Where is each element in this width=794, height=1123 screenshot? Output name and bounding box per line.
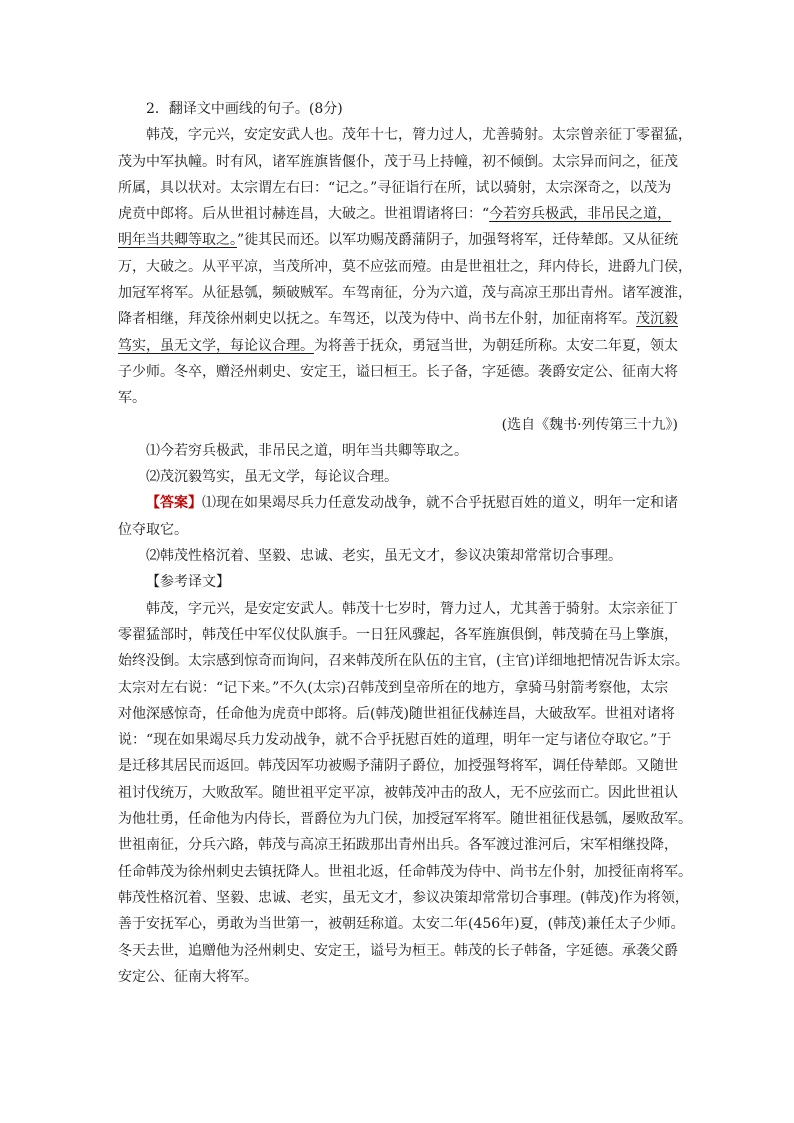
passage-text: 加冠军将军。从征悬瓠，频破贼军。车驾南征，分为六道，茂与高凉王那出青州。诸军渡淮，	[118, 285, 692, 302]
answer-tag: 【答案】	[146, 495, 202, 512]
translation-line: 对他深感惊奇，任命他为虎贲中郎将。后(韩茂)随世祖征伐赫连昌，大破敌军。世祖对诸将	[118, 705, 675, 722]
passage-text: 降者相继，拜茂徐州刺史以抚之。车驾还，以茂为侍中、尚书左仆射，加征南将军。	[118, 311, 636, 328]
translation-line: 韩茂性格沉着、坚毅、忠诚、老实，虽无文才，参议决策却常常切合事理。(韩茂)作为将领，	[118, 889, 689, 906]
underlined-sentence: 笃实，虽无文学，每论议合理。	[118, 337, 314, 354]
passage-line	[118, 175, 678, 201]
translation-line: 说：“现在如果竭尽兵力发动战争，就不合乎抚慰百姓的道理，明年一定与诸位夺取它。”于	[118, 732, 672, 749]
passage-text: ”徙其民而还。以军功赐茂爵蒲阴子，加强弩将军，迁侍辇郎。又从征统	[237, 232, 679, 249]
question-item-2: ⑵茂沉毅笃实，虽无文学，每论议合理。	[146, 469, 398, 486]
translation-line: 太宗对左右说：“记下来。”不久(太宗)召韩茂到皇帝所在的地方，拿骑马射箭考察他，太宗	[118, 679, 669, 696]
translation-line: 安定公、征南大将军。	[118, 968, 258, 985]
passage-text: 所属，具以状对。太宗谓左右曰：“记之。”寻征诣行在所，试以骑射，太宗深奇之，以茂为	[118, 179, 672, 196]
passage-line	[118, 201, 678, 227]
translation-body	[118, 596, 692, 990]
passage-text: 韩茂，字元兴，安定安武人也。茂年十七，膂力过人，尤善骑射。太宗曾亲征丁零翟猛，	[146, 127, 692, 144]
passage-text: 军。	[118, 390, 146, 407]
answer-line-2: 位夺取它。	[118, 521, 188, 538]
passage-text: 子少师。冬卒，赠泾州刺史、安定王，谥曰桓王。长子备，字延德。袭爵安定公、征南大将	[118, 363, 678, 380]
passage-line	[118, 227, 678, 253]
answer-line-3: ⑵韩茂性格沉着、坚毅、忠诚、老实，虽无文才，参议决策却常常切合事理。	[146, 548, 622, 565]
document-page	[118, 96, 692, 990]
passage-line	[118, 359, 678, 385]
translation-line: 始终没倒。太宗感到惊奇而询问，召来韩茂所在队伍的主官，(主官)详细地把情况告诉太宗。	[118, 653, 689, 670]
passage-text: 虎贲中郎将。后从世祖讨赫连昌，大破之。世祖谓诸将曰：“	[118, 206, 490, 223]
passage-line	[118, 280, 692, 306]
translation-line: 冬天去世，追赠他为泾州刺史、安定王，谥号为桓王。韩茂的长子韩备，字延德。承袭父爵	[118, 942, 678, 959]
passage-source: (选自《魏书·列传第三十九》)	[501, 416, 678, 433]
translation-line: 是迁移其居民而返回。韩茂因军功被赐予蒲阴子爵位，加授强弩将军，调任侍辇郎。又随世	[118, 758, 678, 775]
passage-line	[118, 149, 678, 175]
translation-line: 世祖南征，分兵六路，韩茂与高凉王拓跋那出青州出兵。各军渡过淮河后，宋军相继投降，	[118, 837, 678, 854]
passage-text: 茂为中军执幢。时有风，诸军旌旗皆偃仆，茂于马上持幢，初不倾倒。太宗异而问之，征茂	[118, 153, 678, 170]
passage-text: 为将善于抚众，勇冠当世，为朝廷所称。太安二年夏，领太	[314, 337, 678, 354]
underlined-sentence: 茂沉毅	[636, 311, 678, 328]
translation-line: 韩茂，字元兴，是安定安武人。韩茂十七岁时，膂力过人，尤其善于骑射。太宗亲征丁	[146, 600, 678, 617]
question-item-1: ⑴今若穷兵极武，非吊民之道，明年当共卿等取之。	[146, 442, 468, 459]
translation-line: 祖讨伐统万，大败敌军。随世祖平定平凉，被韩茂冲击的敌人，无不应弦而亡。因此世祖认	[118, 784, 678, 801]
passage-line	[118, 385, 678, 411]
translation-line: 为他壮勇，任命他为内侍长，晋爵位为九门侯，加授冠军将军。随世祖征伐悬瓠，屡败敌军。	[118, 811, 692, 828]
passage-line	[118, 254, 692, 280]
passage-line	[118, 122, 692, 148]
underlined-sentence: 今若穷兵极武，非吊民之道，	[489, 206, 672, 223]
passage-line	[118, 333, 678, 359]
passage-text: 万，大破之。从平平凉，当茂所冲，莫不应弦而殪。由是世祖壮之，拜内侍长，进爵九门侯，	[118, 258, 692, 275]
underlined-sentence: 明年当共卿等取之。	[118, 232, 237, 249]
translation-line: 任命韩茂为徐州刺史去镇抚降人。世祖北返，任命韩茂为侍中、尚书左仆射，加授征南将军。	[118, 863, 692, 880]
question-title: 2．翻译文中画线的句子。(8分)	[146, 101, 343, 117]
translation-line: 善于安抚军心，勇敢为当世第一，被朝廷称道。太安二年(456年)夏，(韩茂)兼任太子少师。	[118, 916, 685, 933]
passage	[118, 122, 692, 411]
passage-line	[118, 306, 678, 332]
translation-heading: 【参考译文】	[146, 574, 230, 591]
answer-text-1: ⑴现在如果竭尽兵力任意发动战争，就不合乎抚慰百姓的道义，明年一定和诸	[202, 495, 678, 512]
translation-line: 零翟猛部时，韩茂任中军仪仗队旗手。一日狂风骤起，各军旌旗倶倒，韩茂骑在马上擎旗，	[118, 626, 678, 643]
answer-line-1	[118, 490, 678, 516]
